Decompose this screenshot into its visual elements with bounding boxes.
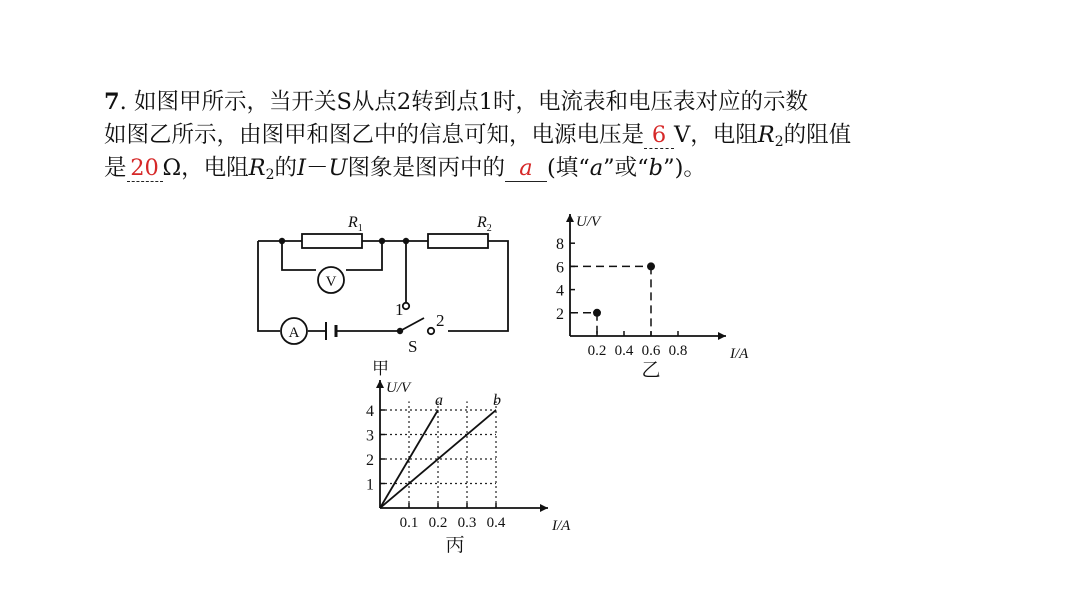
r-symbol: R <box>757 122 775 148</box>
x-tick-label: 0.4 <box>614 343 634 359</box>
voltmeter-label: V <box>325 274 337 290</box>
x-tick-label: 0.8 <box>668 343 688 359</box>
question-segment: 是 <box>104 155 127 181</box>
question-segment: . 如图甲所示，当开关S从点2转到点1时，电流表和电压表对应的示数 <box>119 89 809 115</box>
point-2-label: 2 <box>436 311 445 330</box>
point-1-label: 1 <box>395 300 404 319</box>
r-subscript: 2 <box>265 167 275 183</box>
x-axis-arrow-icon <box>540 504 548 512</box>
x-tick-label: 0.6 <box>641 343 661 359</box>
series-line-a <box>380 410 438 508</box>
answer-blank-line[interactable]: a <box>505 155 547 182</box>
u-symbol: U <box>328 155 348 181</box>
ammeter-label: A <box>288 325 300 341</box>
question-segment: 如图乙所示，由图甲和图乙中的信息可知，电源电压是 <box>104 122 645 148</box>
series-label-b: b <box>493 392 501 409</box>
question-segment: ”)。 <box>663 155 706 181</box>
y-axis-label: U/V <box>576 214 601 230</box>
question-number: 7 <box>104 89 120 115</box>
question-segment: 的阻值 <box>783 122 852 148</box>
chart-caption: 丙 <box>445 535 465 556</box>
r1-label: $R_1$ <box>348 214 363 234</box>
y-tick-label: 8 <box>556 236 564 254</box>
series-line-b <box>380 410 496 508</box>
question-segment: 的 <box>274 155 298 181</box>
y-tick-label: 4 <box>556 282 564 300</box>
y-tick-label: 2 <box>366 452 374 469</box>
answer-blank-voltage[interactable]: 6 <box>644 122 674 149</box>
r-symbol: R <box>248 155 266 181</box>
option-b: b <box>648 155 664 181</box>
x-axis-label: I/A <box>552 518 571 534</box>
question-segment: 图象是图丙中的 <box>347 155 505 181</box>
chart-caption: 乙 <box>641 360 661 381</box>
x-tick-label: 0.2 <box>428 515 448 531</box>
x-axis-label: I/A <box>730 346 749 362</box>
switch-label: S <box>408 337 418 356</box>
dash: － <box>305 155 329 181</box>
question-segment: V，电阻 <box>674 122 758 148</box>
x-tick-label: 0.1 <box>399 515 419 531</box>
i-symbol: I <box>297 155 306 181</box>
y-axis-label: U/V <box>386 380 411 396</box>
question-segment: (填“ <box>546 155 590 181</box>
circuit-caption: 甲 <box>372 359 389 378</box>
answer-blank-resistance[interactable]: 20 <box>127 155 163 182</box>
y-tick-label: 6 <box>556 259 564 277</box>
question-segment: ”或“ <box>603 155 649 181</box>
r2-label: $R_2$ <box>477 214 492 234</box>
x-tick-label: 0.4 <box>486 515 506 531</box>
x-tick-label: 0.3 <box>457 515 477 531</box>
y-tick-label: 4 <box>366 403 374 420</box>
series-label-a: a <box>435 392 443 409</box>
x-tick-label: 0.2 <box>587 343 607 359</box>
r-subscript: 2 <box>774 134 784 150</box>
y-tick-label: 1 <box>366 476 374 494</box>
y-axis-arrow-icon <box>376 380 384 388</box>
y-tick-label: 2 <box>556 305 564 323</box>
question-segment: Ω，电阻 <box>162 155 249 181</box>
option-a: a <box>589 155 604 181</box>
y-tick-label: 3 <box>366 427 374 445</box>
